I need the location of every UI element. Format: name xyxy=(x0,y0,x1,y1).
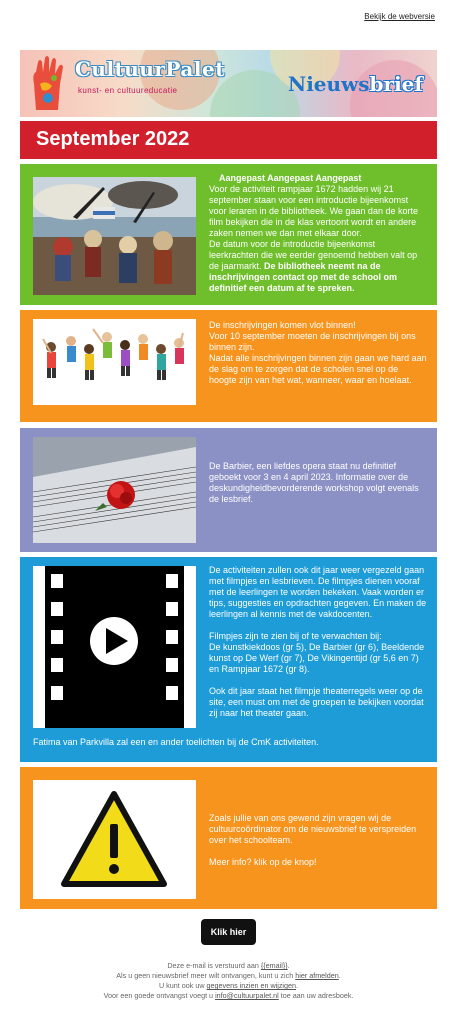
warning-icon xyxy=(33,780,196,899)
block3-text xyxy=(209,461,427,505)
newsletter-title-part2: brief xyxy=(369,72,423,96)
block5-text xyxy=(209,813,427,868)
block5-paragraph: Meer info? klik op de knop! xyxy=(209,857,317,867)
email-link[interactable]: {{email}} xyxy=(260,961,288,970)
footer-line xyxy=(20,961,437,971)
footer xyxy=(20,961,437,1001)
logo-subtitle: kunst- en cultuureducatie xyxy=(78,86,178,95)
newsletter-title-part1: Nieuws xyxy=(287,72,370,96)
webversion-link[interactable]: Bekijk de webversie xyxy=(364,12,435,21)
film-play-icon xyxy=(33,566,196,728)
footer-line xyxy=(20,971,437,981)
block1-p2-normal: De datum voor de introductie bijeenkomst leerkrachten die we eerder genoemd hebben valt op de jaarmarkt. xyxy=(209,239,418,271)
hand-logo-icon xyxy=(28,54,70,112)
footer-text: U kunt ook uw xyxy=(158,981,207,990)
logo-title: CultuurPalet xyxy=(75,57,225,81)
footer-text: Voor een goede ontvangst voegt u xyxy=(103,991,216,1000)
content-block-inschrijvingen xyxy=(20,310,437,422)
block4-paragraph: Ook dit jaar staat het filmpje theaterregels weer op de site, een must om met de groepen te bekijken voordat zij naar het theater gaan. xyxy=(209,686,424,718)
block3-paragraph: De Barbier, een liefdes opera staat nu definitief geboekt voor 3 en 4 april 2023. Informatie over de deskundigheidbevorderende workshop volgt evenals de lesbrief. xyxy=(209,461,419,504)
footer-text: Als u geen nieuwsbrief meer wilt ontvangen, kunt u zich xyxy=(116,971,296,980)
klik-hier-button[interactable]: Klik hier xyxy=(201,919,256,945)
footer-line xyxy=(20,991,437,1001)
edit-profile-link[interactable]: gegevens inzien en wijzigen xyxy=(206,981,297,990)
block4-text xyxy=(209,565,427,719)
block4-footnote: Fatima van Parkvilla zal een en ander toelichten bij de CmK activiteiten. xyxy=(33,737,319,747)
block4-paragraph: Filmpjes zijn te zien bij of te verwachten bij: xyxy=(209,631,382,641)
block1-paragraph xyxy=(209,239,427,294)
block4-paragraph: De activiteiten zullen ook dit jaar weer vergezeld gaan met filmpjes en lesbrieven. De filmpjes dienen vooraf met de leerlingen te worden bekeken. Vaak worden er tips, suggesties en opdrachten gegeven. En maken de leerlingen al kennis met de vakdocenten. xyxy=(209,565,427,619)
content-block-info xyxy=(20,767,437,909)
unsubscribe-link[interactable]: hier afmelden xyxy=(295,971,339,980)
block2-paragraph: Nadat alle inschrijvingen binnen zijn gaan we hard aan de slag om te zorgen dat de scholen snel op de hoogte zijn van het wat, wanneer, waar en hoelaat. xyxy=(209,353,427,385)
content-block-filmpjes xyxy=(20,557,437,762)
block4-paragraph: De kunstkiekdoos (gr 5), De Barbier (gr 6), Beeldende kunst op De Werf (gr 7), De Vikingentijd (gr 5,6 en 7) en Rampjaar 1672 (gr 8). xyxy=(209,642,425,674)
footer-text: . xyxy=(296,981,299,990)
newsletter-title xyxy=(288,72,423,96)
block2-text xyxy=(209,320,427,386)
warning-image xyxy=(33,780,196,899)
jumping-children-image xyxy=(33,319,196,405)
block1-text xyxy=(209,173,427,294)
content-block-rampjaar xyxy=(20,164,437,305)
footer-text: toe aan uw adresboek. xyxy=(278,991,354,1000)
block1-paragraph: Voor de activiteit rampjaar 1672 hadden wij 21 september staan voor een introductie bijeenkomst voor leraren in de bibliotheek. We gaan dan de korte film bekijken die in de klas vertoont wordt en andere zaken nemen we dan met elkaar door. xyxy=(209,184,418,238)
month-title: September 2022 xyxy=(20,121,437,159)
block1-p2-bold: De bibliotheek neemt na de inschrijvingen contact op met de school om definitief een datum af te spreken. xyxy=(209,261,398,293)
block2-paragraph: De inschrijvingen komen vlot binnen! xyxy=(209,320,356,330)
footer-text: Deze e-mail is verstuurd aan xyxy=(167,961,261,970)
header-banner xyxy=(20,50,437,117)
rose-sheet-music-image xyxy=(33,437,196,543)
block5-paragraph: Zoals jullie van ons gewend zijn vragen wij de cultuurcoördinator om de nieuwsbrief te verspreiden over het schoolteam. xyxy=(209,813,417,845)
footer-text: . xyxy=(338,971,341,980)
footer-line xyxy=(20,981,437,991)
content-block-barbier xyxy=(20,428,437,552)
contact-email-link[interactable]: info@cultuurpalet.nl xyxy=(215,991,279,1000)
battle-painting-image xyxy=(33,177,196,295)
block1-heading: Aangepast Aangepast Aangepast xyxy=(219,173,362,183)
block2-paragraph: Voor 10 september moeten de inschrijvingen bij ons binnen zijn. xyxy=(209,331,416,352)
footer-text: . xyxy=(287,961,290,970)
